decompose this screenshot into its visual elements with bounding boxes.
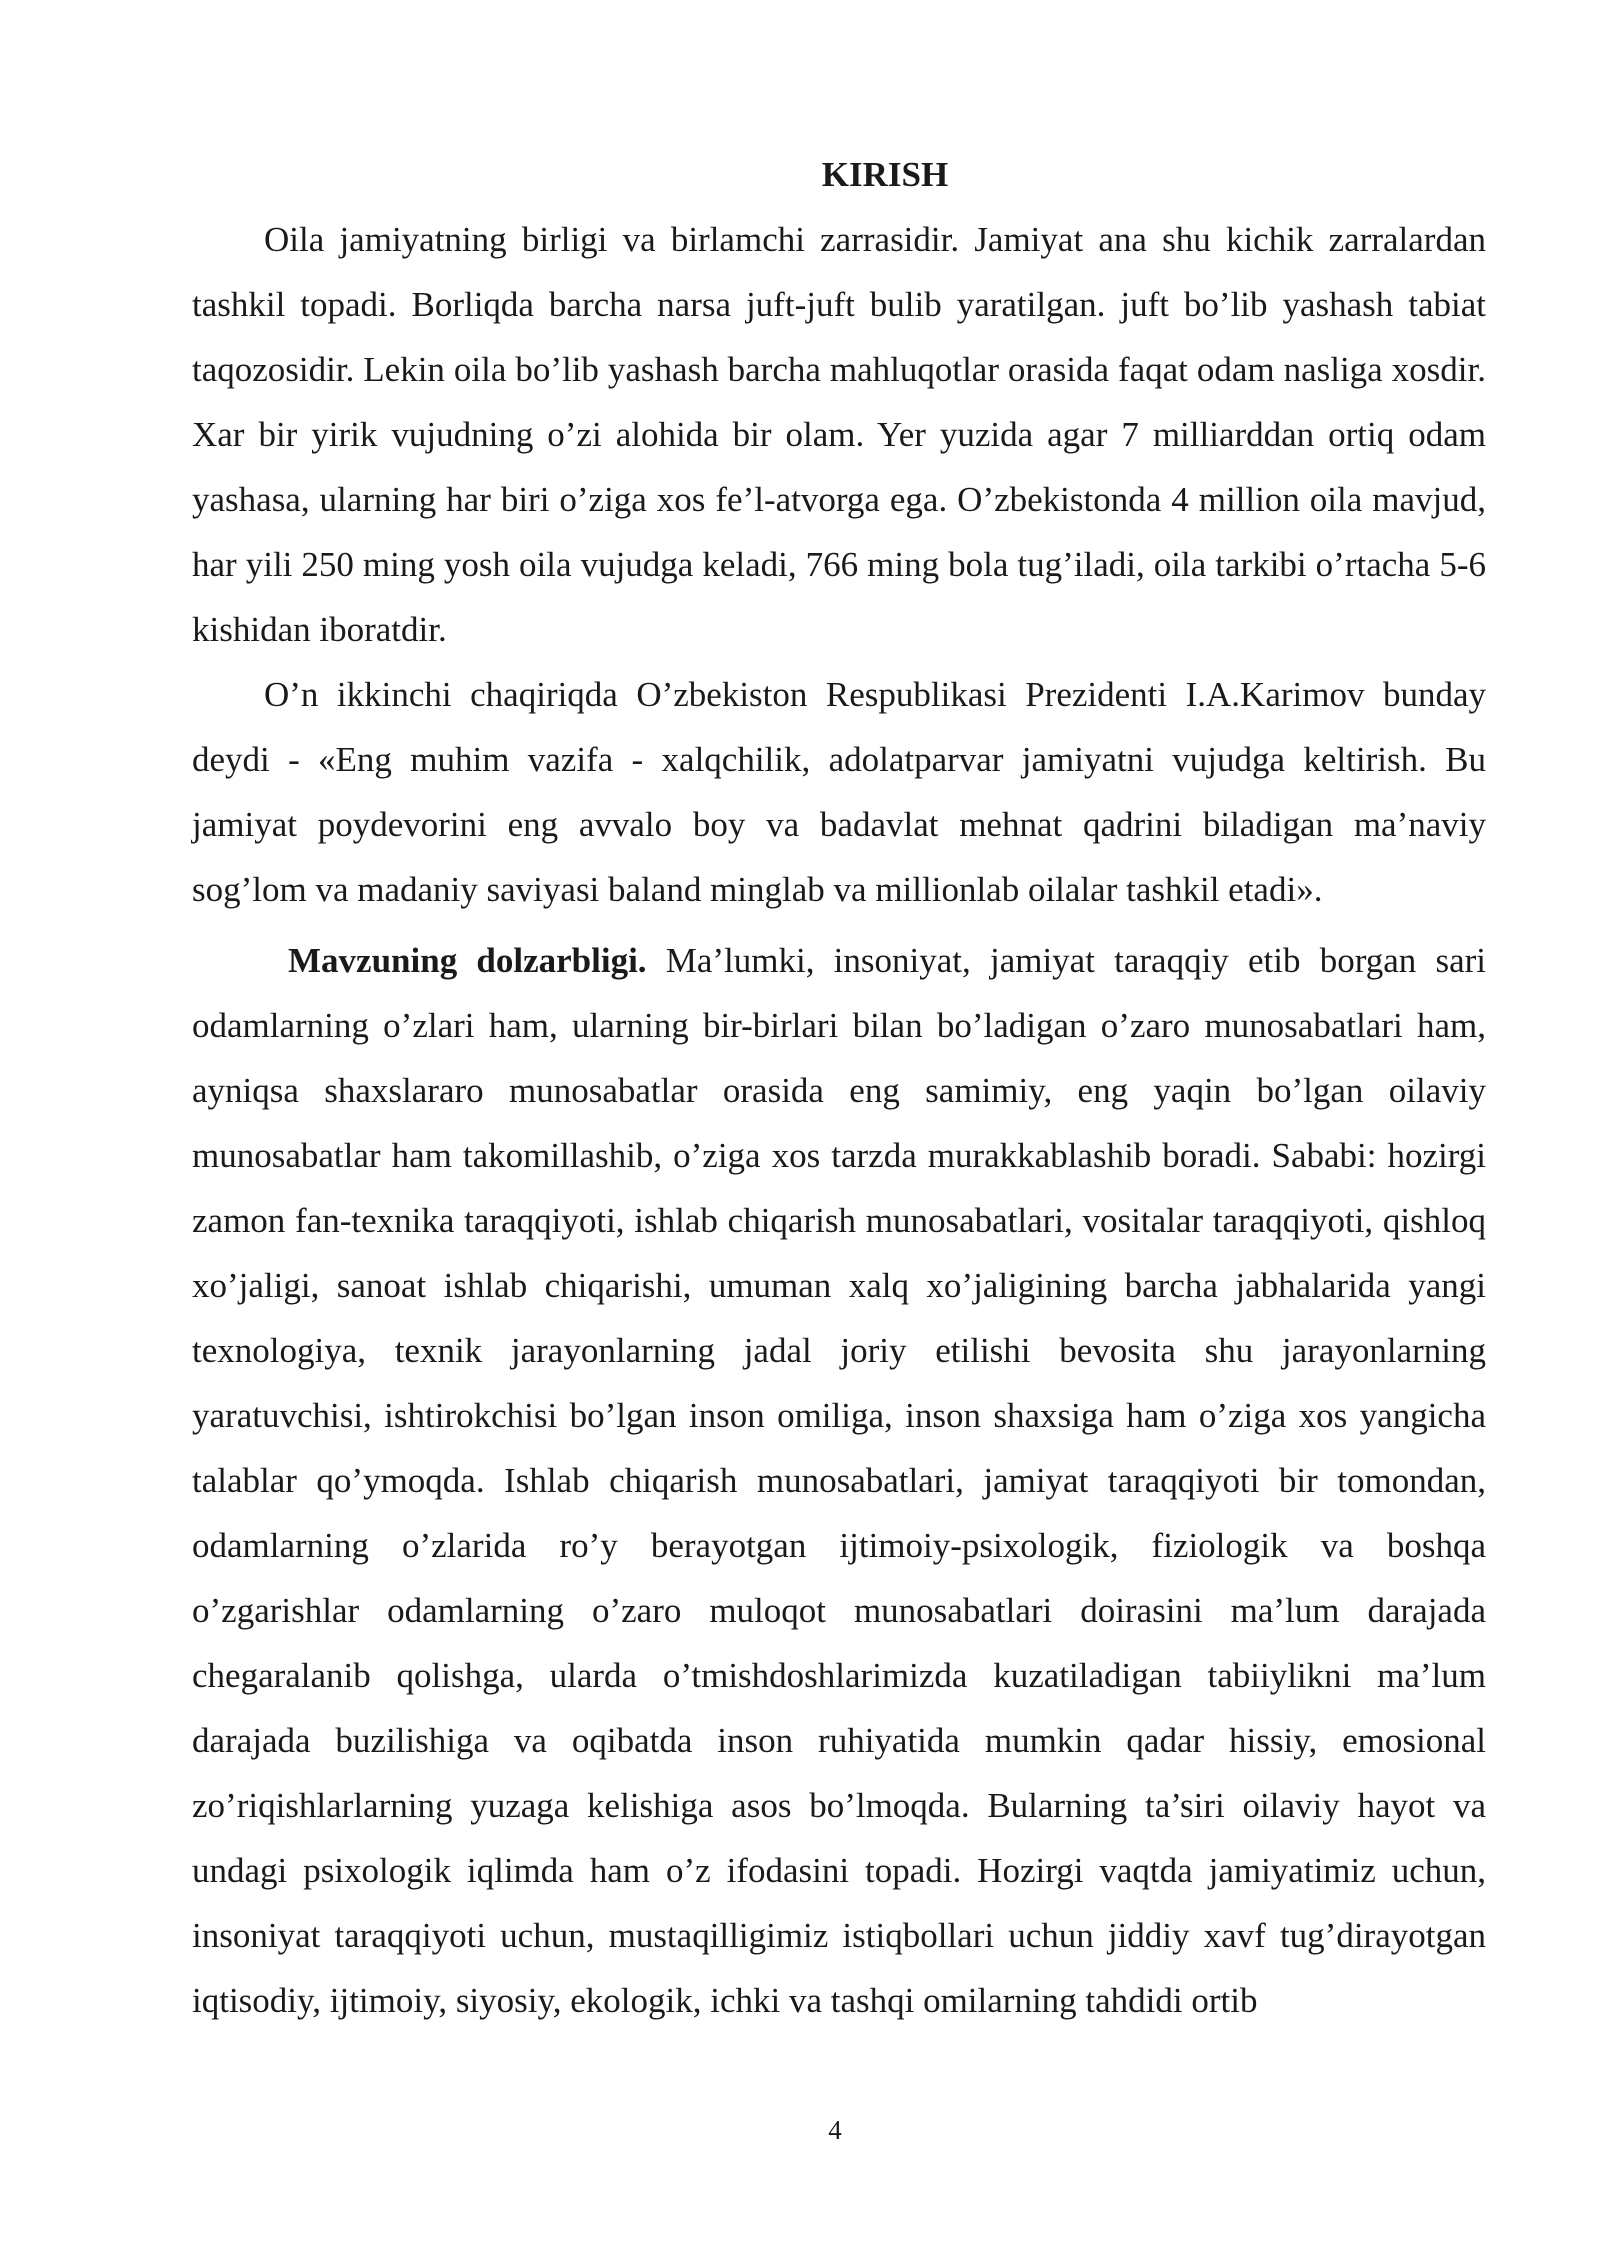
document-body	[192, 207, 1486, 2033]
paragraph-intro: Oila jamiyatning birligi va birlamchi zarrasidir. Jamiyat ana shu kichik zarralardan tashkil topadi. Borliqda barcha narsa juft-juft bulib yaratilgan. juft bo’lib yashash tabiat taqozosidir. Lekin oila bo’lib yashash barcha mahluqotlar orasida faqat odam nasliga xosdir. Xar bir yirik vujudning o’zi alohida bir olam. Yer yuzida agar 7 milliarddan ortiq odam yashasa, ularning har biri o’ziga xos fe’l-atvorga ega. O’zbekistonda 4 million oila mavjud, har yili 250 ming yosh oila vujudga keladi, 766 ming bola tug’iladi, oila tarkibi o’rtacha 5-6 kishidan iboratdir.	[192, 220, 1486, 649]
relevance-text: Ma’lumki, insoniyat, jamiyat taraqqiy etib borgan sari odamlarning o’zlari ham, ularning bir-birlari bilan bo’ladigan o’zaro munosabatlari ham, ayniqsa shaxslararo munosabatlar orasida eng samimiy, eng yaqin bo’lgan oilaviy munosabatlar ham takomillashib, o’ziga xos tarzda murakkablashib boradi. Sababi: hozirgi zamon fan-texnika taraqqiyoti, ishlab chiqarish munosabatlari, vositalar taraqqiyoti, qishloq xo’jaligi, sanoat ishlab chiqarishi, umuman xalq xo’jaligining barcha jabhalarida yangi texnologiya, texnik jarayonlarning jadal joriy etilishi bevosita shu jarayonlarning yaratuvchisi, ishtirokchisi bo’lgan inson omiliga, inson shaxsiga ham o’ziga xos yangicha talablar qo’ymoqda. Ishlab chiqarish munosabatlari, jamiyat taraqqiyoti bir tomondan, odamlarning o’zlarida ro’y berayotgan ijtimoiy-psixologik, fiziologik va boshqa o’zgarishlar odamlarning o’zaro muloqot munosabatlari doirasini ma’lum darajada chegaralanib qolishga, ularda o’tmishdoshlarimizda kuzatiladigan tabiiylikni ma’lum darajada buzilishiga va oqibatda inson ruhiyatida mumkin qadar hissiy, emosional zo’riqishlarlarning yuzaga kelishiga asos bo’lmoqda. Bularning ta’siri oilaviy hayot va undagi psixologik iqlimda ham o’z ifodasini topadi. Hozirgi vaqtda jamiyatimiz uchun, insoniyat taraqqiyoti uchun, mustaqilligimiz istiqbollari uchun jiddiy xavf tug’dirayotgan iqtisodiy, ijtimoiy, siyosiy, ekologik, ichki va tashqi omilarning tahdidi ortib	[192, 941, 1486, 2020]
page-title: KIRISH	[821, 155, 949, 194]
relevance-heading: Mavzuning dolzarbligi.	[288, 941, 647, 980]
page-number: 4	[828, 2115, 842, 2145]
paragraph-relevance	[192, 928, 1486, 2033]
paragraph-president-quote: O’n ikkinchi chaqiriqda O’zbekiston Respublikasi Prezidenti I.A.Karimov bunday deydi - «Eng muhim vazifa - xalqchilik, adolatparvar jamiyatni vujudga keltirish. Bu jamiyat poydevorini eng avvalo boy va badavlat mehnat qadrini biladigan ma’naviy sog’lom va madaniy saviyasi baland minglab va millionlab oilalar tashkil etadi».	[192, 675, 1486, 909]
